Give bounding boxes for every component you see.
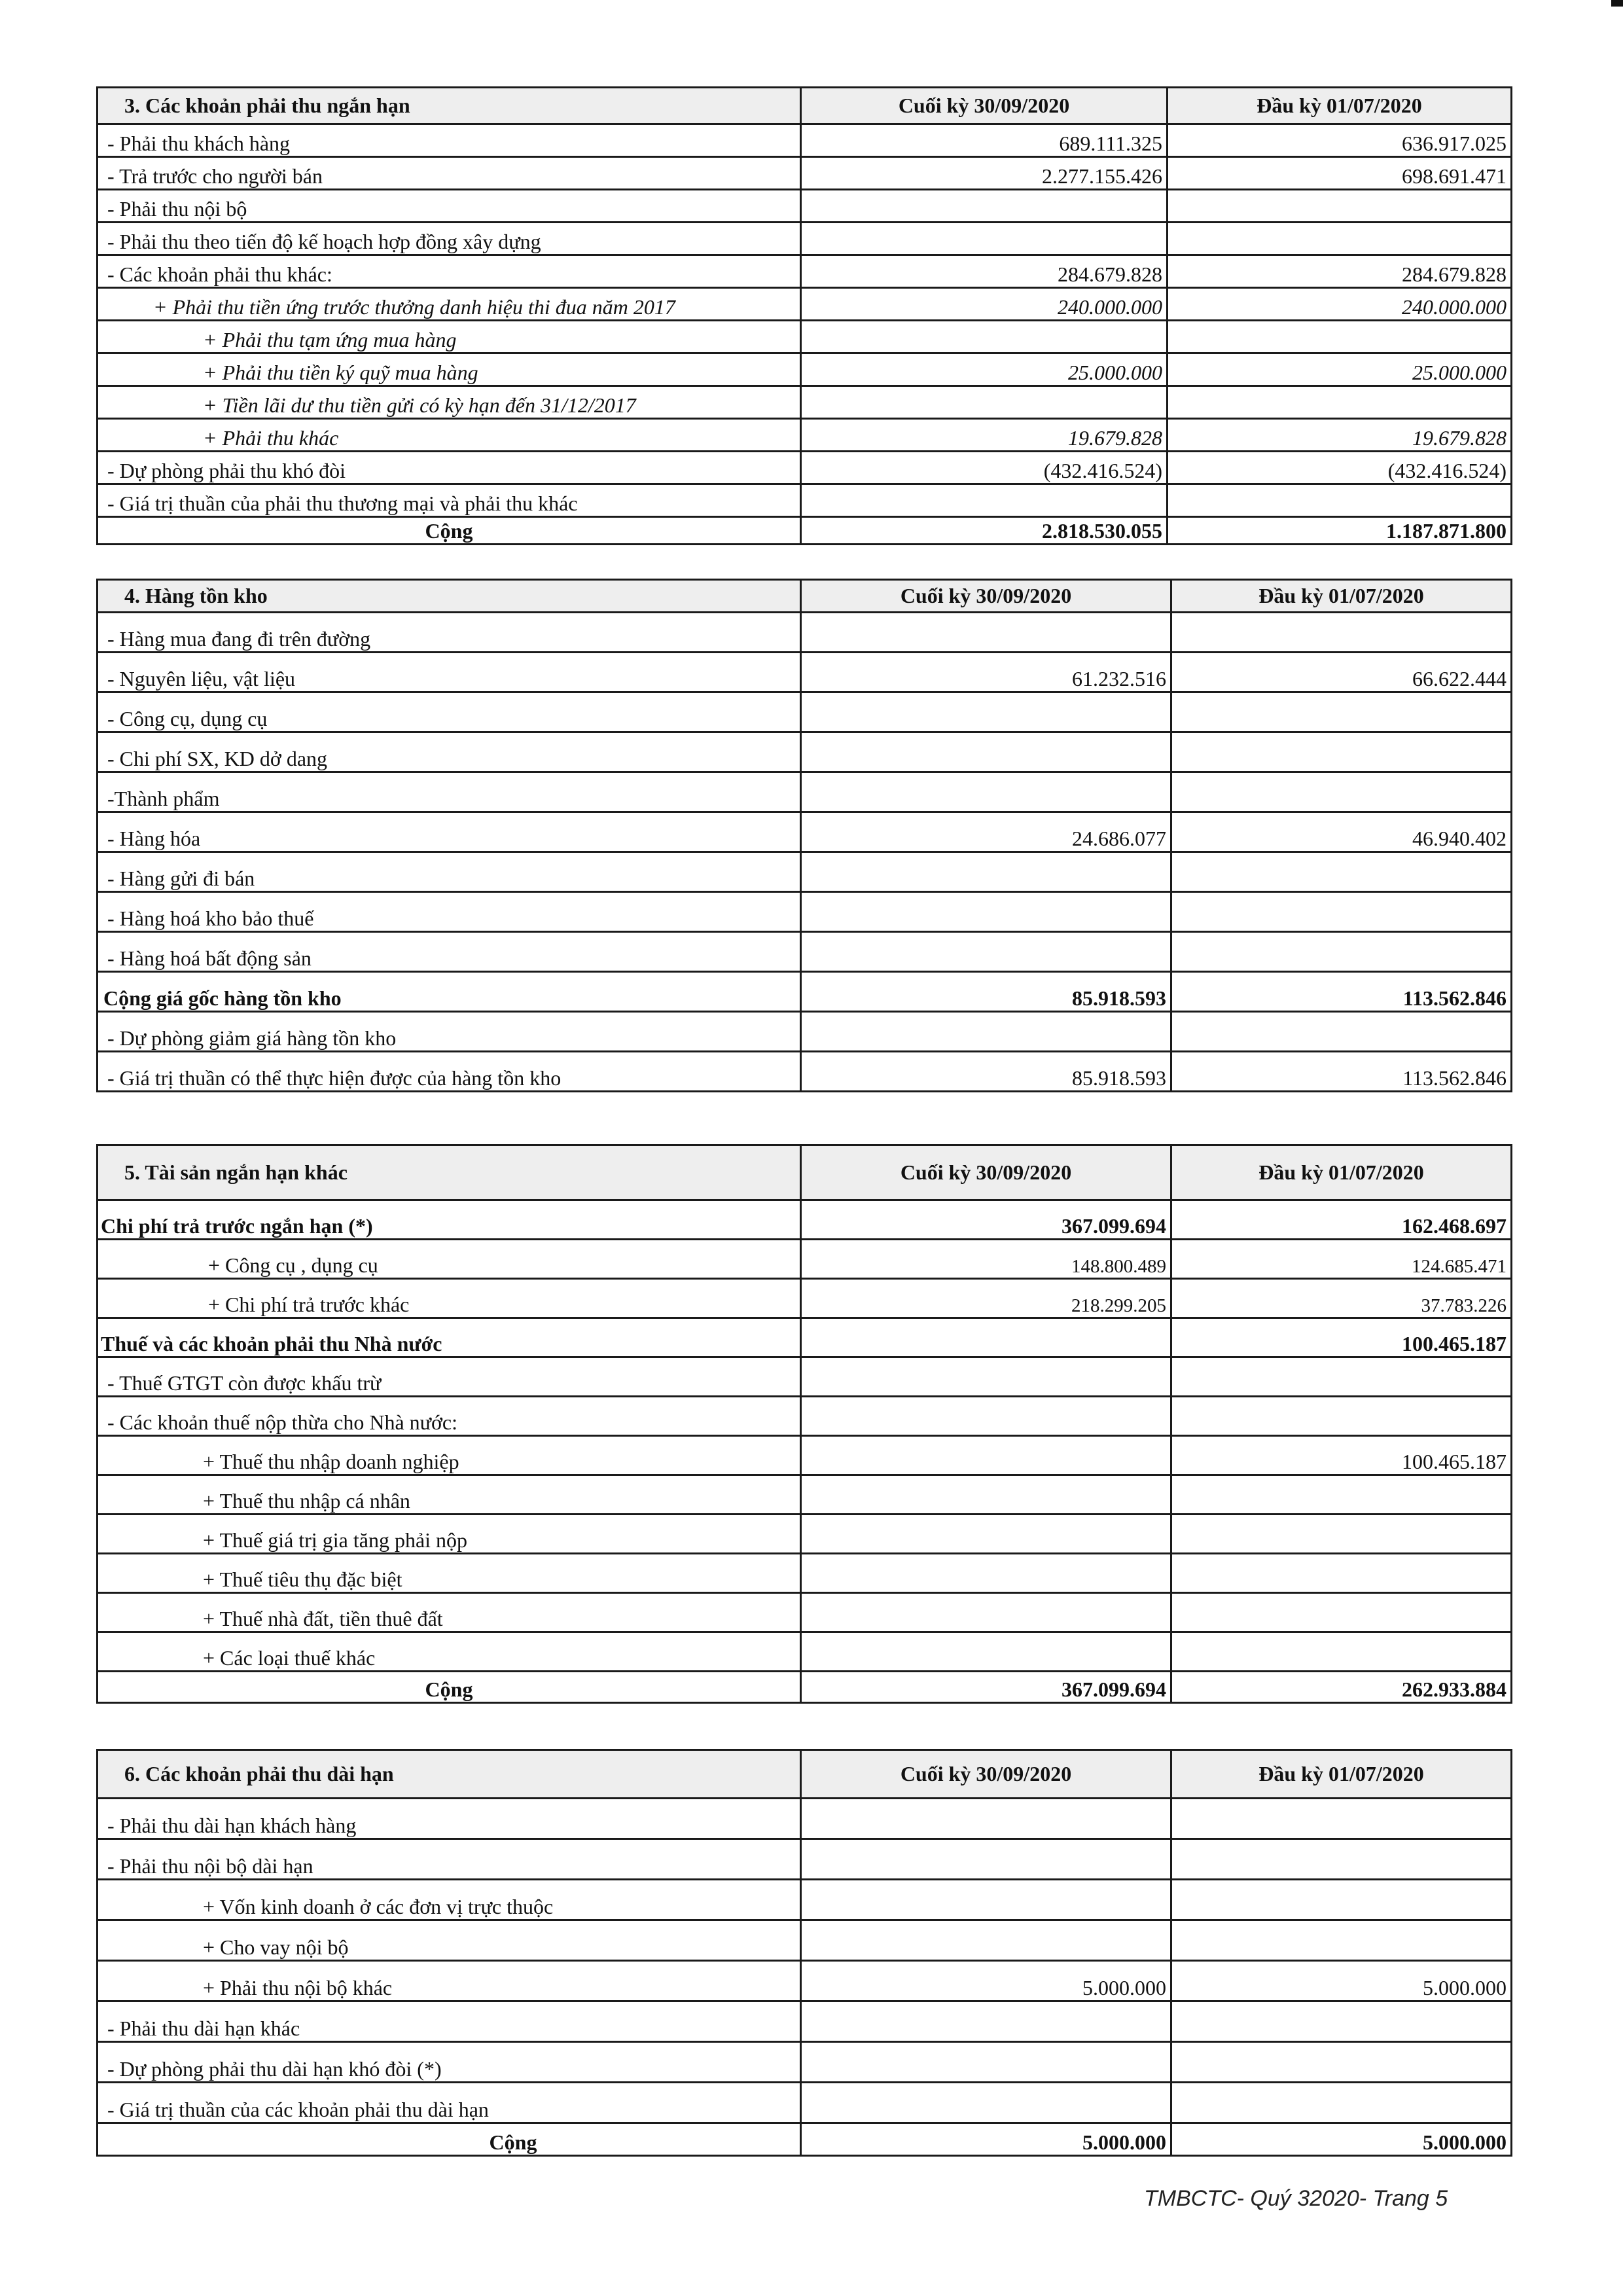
value-start — [1171, 1920, 1512, 1961]
value-end — [801, 1593, 1171, 1632]
value-end — [801, 1880, 1171, 1920]
total-label: Cộng — [98, 517, 801, 545]
table-row — [98, 892, 1512, 932]
value-end: (432.416.524) — [801, 452, 1168, 484]
row-label: - Dự phòng giảm giá hàng tồn kho — [98, 1012, 801, 1052]
value-end — [801, 1012, 1171, 1052]
section-title: 3. Các khoản phải thu ngắn hạn — [98, 88, 801, 124]
value-start: 5.000.000 — [1171, 1961, 1512, 2001]
table-row — [98, 386, 1512, 419]
row-label: - Phải thu nội bộ dài hạn — [98, 1839, 801, 1880]
table-inventory — [96, 579, 1512, 1092]
row-label: + Cho vay nội bộ — [98, 1920, 801, 1961]
table-row — [98, 190, 1512, 223]
row-label: - Công cụ, dụng cụ — [98, 692, 801, 732]
row-label: + Thuế thu nhập doanh nghiệp — [98, 1436, 801, 1475]
row-label: + Thuế tiêu thụ đặc biệt — [98, 1554, 801, 1593]
value-end — [801, 732, 1171, 772]
row-label: - Phải thu theo tiến độ kế hoạch hợp đồng xây dựng — [98, 223, 801, 255]
table-row — [98, 1880, 1512, 1920]
table-row — [98, 223, 1512, 255]
value-end: 240.000.000 — [801, 288, 1168, 321]
row-label: - Hàng hoá kho bảo thuế — [98, 892, 801, 932]
value-start — [1171, 1357, 1512, 1397]
value-end — [801, 932, 1171, 972]
row-label: Cộng giá gốc hàng tồn kho — [98, 972, 801, 1012]
value-start — [1171, 613, 1512, 653]
table-row — [98, 1593, 1512, 1632]
value-start: 37.783.226 — [1171, 1279, 1512, 1318]
column-header-start: Đầu kỳ 01/07/2020 — [1171, 580, 1512, 613]
value-start: 240.000.000 — [1168, 288, 1512, 321]
value-end — [801, 2083, 1171, 2123]
value-start — [1171, 2083, 1512, 2123]
table-row — [98, 157, 1512, 190]
value-start — [1171, 1799, 1512, 1839]
value-start: 100.465.187 — [1171, 1436, 1512, 1475]
row-label: + Phải thu tiền ký quỹ mua hàng — [98, 353, 801, 386]
value-start — [1171, 772, 1512, 812]
table-row — [98, 1318, 1512, 1357]
column-header-end: Cuối kỳ 30/09/2020 — [801, 1750, 1171, 1799]
column-header-start: Đầu kỳ 01/07/2020 — [1171, 1145, 1512, 1200]
value-start: 636.917.025 — [1168, 124, 1512, 157]
value-start: 113.562.846 — [1171, 1052, 1512, 1092]
row-label: - Các khoản thuế nộp thừa cho Nhà nước: — [98, 1397, 801, 1436]
table-row — [98, 2083, 1512, 2123]
value-end — [801, 386, 1168, 419]
value-end — [801, 1436, 1171, 1475]
table-row — [98, 1279, 1512, 1318]
row-label: - Hàng hoá bất động sản — [98, 932, 801, 972]
row-label: - Phải thu nội bộ — [98, 190, 801, 223]
row-label: Thuế và các khoản phải thu Nhà nước — [98, 1318, 801, 1357]
total-row — [98, 2123, 1512, 2156]
value-end: 367.099.694 — [801, 1200, 1171, 1240]
row-label: Chi phí trả trước ngắn hạn (*) — [98, 1200, 801, 1240]
value-end — [801, 1632, 1171, 1672]
value-start: 25.000.000 — [1168, 353, 1512, 386]
value-end: 61.232.516 — [801, 653, 1171, 692]
value-start: 124.685.471 — [1171, 1240, 1512, 1279]
value-start — [1171, 892, 1512, 932]
column-header-end: Cuối kỳ 30/09/2020 — [801, 580, 1171, 613]
corner-scan-mark — [1611, 0, 1623, 7]
value-end — [801, 2001, 1171, 2042]
row-label: + Các loại thuế khác — [98, 1632, 801, 1672]
value-start: 113.562.846 — [1171, 972, 1512, 1012]
value-start — [1171, 732, 1512, 772]
value-end — [801, 321, 1168, 353]
row-label: - Phải thu dài hạn khách hàng — [98, 1799, 801, 1839]
row-label: - Giá trị thuần của các khoản phải thu dài hạn — [98, 2083, 801, 2123]
table-row — [98, 1012, 1512, 1052]
row-label: + Tiền lãi dư thu tiền gửi có kỳ hạn đến 31/12/2017 — [98, 386, 801, 419]
row-label: - Hàng gửi đi bán — [98, 852, 801, 892]
table-row — [98, 353, 1512, 386]
table-row — [98, 484, 1512, 517]
table-row — [98, 1240, 1512, 1279]
value-end: 148.800.489 — [801, 1240, 1171, 1279]
row-label: - Chi phí SX, KD dở dang — [98, 732, 801, 772]
row-label: - Phải thu khách hàng — [98, 124, 801, 157]
total-row — [98, 1672, 1512, 1703]
table-row — [98, 321, 1512, 353]
total-start: 1.187.871.800 — [1168, 517, 1512, 545]
table-row — [98, 255, 1512, 288]
value-start: 698.691.471 — [1168, 157, 1512, 190]
table-row — [98, 812, 1512, 852]
value-start — [1168, 223, 1512, 255]
value-start — [1168, 386, 1512, 419]
row-label: - Hàng mua đang đi trên đường — [98, 613, 801, 653]
row-label: + Chi phí trả trước khác — [98, 1279, 801, 1318]
value-end: 284.679.828 — [801, 255, 1168, 288]
row-label: - Trả trước cho người bán — [98, 157, 801, 190]
value-end — [801, 692, 1171, 732]
table-row — [98, 2001, 1512, 2042]
value-start: 46.940.402 — [1171, 812, 1512, 852]
table-row — [98, 732, 1512, 772]
value-start — [1171, 1397, 1512, 1436]
value-end — [801, 190, 1168, 223]
row-label: + Thuế thu nhập cá nhân — [98, 1475, 801, 1515]
value-end — [801, 1318, 1171, 1357]
table-row — [98, 288, 1512, 321]
table-row — [98, 1554, 1512, 1593]
value-end: 85.918.593 — [801, 1052, 1171, 1092]
table-row — [98, 653, 1512, 692]
total-start: 262.933.884 — [1171, 1672, 1512, 1703]
table-row — [98, 772, 1512, 812]
value-start — [1171, 1880, 1512, 1920]
value-end — [801, 1515, 1171, 1554]
table-row — [98, 1961, 1512, 2001]
value-start — [1171, 1554, 1512, 1593]
value-start — [1171, 932, 1512, 972]
row-label: - Giá trị thuần của phải thu thương mại và phải thu khác — [98, 484, 801, 517]
row-label: + Công cụ , dụng cụ — [98, 1240, 801, 1279]
section-title: 6. Các khoản phải thu dài hạn — [98, 1750, 801, 1799]
value-end: 85.918.593 — [801, 972, 1171, 1012]
table-header — [98, 88, 1512, 124]
value-end: 19.679.828 — [801, 419, 1168, 452]
value-end — [801, 1397, 1171, 1436]
value-end — [801, 892, 1171, 932]
value-start — [1171, 1593, 1512, 1632]
value-end — [801, 1475, 1171, 1515]
value-end — [801, 484, 1168, 517]
row-label: + Phải thu tạm ứng mua hàng — [98, 321, 801, 353]
row-label: - Hàng hóa — [98, 812, 801, 852]
subtotal-row — [98, 972, 1512, 1012]
table-long-term-receivables — [96, 1749, 1512, 2157]
row-label: + Thuế giá trị gia tăng phải nộp — [98, 1515, 801, 1554]
value-end — [801, 1920, 1171, 1961]
table-row — [98, 1475, 1512, 1515]
total-end: 5.000.000 — [801, 2123, 1171, 2156]
table-header — [98, 580, 1512, 613]
value-end: 2.277.155.426 — [801, 157, 1168, 190]
value-start — [1171, 1475, 1512, 1515]
table-row — [98, 1799, 1512, 1839]
table-row — [98, 1397, 1512, 1436]
value-start: 66.622.444 — [1171, 653, 1512, 692]
table-header — [98, 1145, 1512, 1200]
row-label: + Thuế nhà đất, tiền thuê đất — [98, 1593, 801, 1632]
value-start — [1171, 1839, 1512, 1880]
column-header-end: Cuối kỳ 30/09/2020 — [801, 88, 1168, 124]
value-end: 689.111.325 — [801, 124, 1168, 157]
value-end: 25.000.000 — [801, 353, 1168, 386]
table-row — [98, 419, 1512, 452]
total-label: Cộng — [98, 2123, 801, 2156]
value-start — [1171, 2042, 1512, 2083]
row-label: - Các khoản phải thu khác: — [98, 255, 801, 288]
value-start — [1171, 1012, 1512, 1052]
total-end: 367.099.694 — [801, 1672, 1171, 1703]
section-title: 4. Hàng tồn kho — [98, 580, 801, 613]
value-start: (432.416.524) — [1168, 452, 1512, 484]
value-start — [1171, 1632, 1512, 1672]
table-row — [98, 1632, 1512, 1672]
table-short-term-receivables — [96, 86, 1512, 545]
value-end — [801, 1799, 1171, 1839]
row-label: - Dự phòng phải thu dài hạn khó đòi (*) — [98, 2042, 801, 2083]
value-start — [1171, 692, 1512, 732]
value-start — [1168, 484, 1512, 517]
column-header-start: Đầu kỳ 01/07/2020 — [1168, 88, 1512, 124]
row-label: - Phải thu dài hạn khác — [98, 2001, 801, 2042]
column-header-end: Cuối kỳ 30/09/2020 — [801, 1145, 1171, 1200]
value-end — [801, 772, 1171, 812]
value-start: 162.468.697 — [1171, 1200, 1512, 1240]
value-start — [1171, 1515, 1512, 1554]
value-end: 5.000.000 — [801, 1961, 1171, 2001]
table-row — [98, 1515, 1512, 1554]
table-row — [98, 932, 1512, 972]
row-label: - Dự phòng phải thu khó đòi — [98, 452, 801, 484]
value-start: 19.679.828 — [1168, 419, 1512, 452]
table-row — [98, 1920, 1512, 1961]
row-label: - Thuế GTGT còn được khấu trừ — [98, 1357, 801, 1397]
value-end — [801, 1554, 1171, 1593]
value-start: 100.465.187 — [1171, 1318, 1512, 1357]
table-row — [98, 124, 1512, 157]
total-start: 5.000.000 — [1171, 2123, 1512, 2156]
value-start — [1168, 321, 1512, 353]
page-footer: TMBCTC- Quý 32020- Trang 5 — [1144, 2186, 1448, 2211]
value-end: 24.686.077 — [801, 812, 1171, 852]
value-start: 284.679.828 — [1168, 255, 1512, 288]
row-label: -Thành phẩm — [98, 772, 801, 812]
table-row — [98, 1839, 1512, 1880]
total-row — [98, 517, 1512, 545]
table-row — [98, 613, 1512, 653]
value-end — [801, 613, 1171, 653]
total-end: 2.818.530.055 — [801, 517, 1168, 545]
row-label: + Phải thu tiền ứng trước thưởng danh hiệu thi đua năm 2017 — [98, 288, 801, 321]
value-end — [801, 852, 1171, 892]
row-label: + Vốn kinh doanh ở các đơn vị trực thuộc — [98, 1880, 801, 1920]
table-row — [98, 1052, 1512, 1092]
row-label: - Giá trị thuần có thể thực hiện được của hàng tồn kho — [98, 1052, 801, 1092]
value-start — [1168, 190, 1512, 223]
table-row — [98, 1357, 1512, 1397]
value-end — [801, 2042, 1171, 2083]
table-row — [98, 1436, 1512, 1475]
table-row — [98, 852, 1512, 892]
row-label: + Phải thu khác — [98, 419, 801, 452]
column-header-start: Đầu kỳ 01/07/2020 — [1171, 1750, 1512, 1799]
value-end — [801, 1839, 1171, 1880]
table-header — [98, 1750, 1512, 1799]
value-end: 218.299.205 — [801, 1279, 1171, 1318]
section-title: 5. Tài sản ngắn hạn khác — [98, 1145, 801, 1200]
value-start — [1171, 2001, 1512, 2042]
row-label: - Nguyên liệu, vật liệu — [98, 653, 801, 692]
value-end — [801, 223, 1168, 255]
table-row — [98, 1200, 1512, 1240]
value-start — [1171, 852, 1512, 892]
row-label: + Phải thu nội bộ khác — [98, 1961, 801, 2001]
value-end — [801, 1357, 1171, 1397]
table-row — [98, 452, 1512, 484]
table-row — [98, 692, 1512, 732]
table-row — [98, 2042, 1512, 2083]
table-other-current-assets — [96, 1144, 1512, 1704]
total-label: Cộng — [98, 1672, 801, 1703]
